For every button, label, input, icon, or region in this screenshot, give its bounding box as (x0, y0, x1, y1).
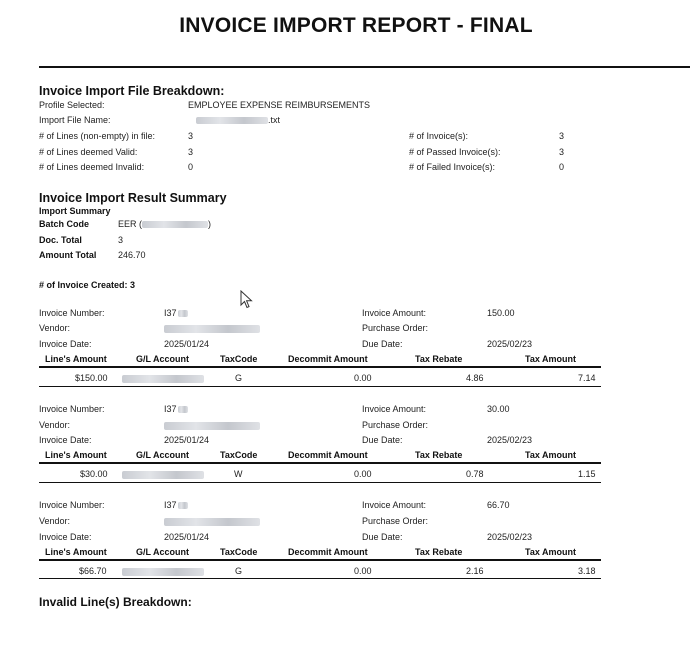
valid-label: # of Lines deemed Valid: (39, 147, 138, 157)
batch-suffix: ) (208, 219, 212, 229)
batch-value (118, 219, 211, 229)
lines-value: 3 (188, 131, 194, 141)
line-tax-rebate: 4.86 (466, 373, 484, 383)
invoice-amount-label: Invoice Amount: (362, 500, 427, 510)
invoice-date-label: Invoice Date: (39, 339, 92, 349)
line-tax-amount: 1.15 (578, 469, 596, 479)
doc-total-value: 3 (118, 235, 124, 245)
file-value (196, 115, 280, 125)
invoice-date-label: Invoice Date: (39, 532, 92, 542)
invoice-number-label: Invoice Number: (39, 308, 105, 318)
line-gl-account (122, 566, 204, 576)
passed-label: # of Passed Invoice(s): (409, 147, 501, 157)
col-decommit: Decommit Amount (288, 354, 368, 364)
line-tax-code: G (235, 566, 243, 576)
line-amount: $150.00 (75, 373, 108, 383)
passed-value: 3 (559, 147, 565, 157)
table-bottom-rule (39, 482, 601, 483)
redacted-batch (142, 221, 208, 228)
file-label: Import File Name: (39, 115, 111, 125)
col-tax-code: TaxCode (220, 547, 258, 557)
summary-subheading: Import Summary (39, 206, 111, 216)
invoice-number-prefix: I37 (164, 308, 177, 318)
summary-heading: Invoice Import Result Summary (39, 191, 227, 205)
invoices-created: # of Invoice Created: 3 (39, 280, 136, 290)
vendor-value (164, 516, 260, 526)
line-decommit: 0.00 (354, 469, 372, 479)
file-suffix: .txt (268, 115, 281, 125)
vendor-label: Vendor: (39, 516, 71, 526)
doc-total-label: Doc. Total (39, 235, 82, 245)
redacted-gl (122, 471, 204, 479)
amount-total-value: 246.70 (118, 250, 146, 260)
table-bottom-rule (39, 578, 601, 579)
col-tax-code: TaxCode (220, 450, 258, 460)
vendor-value (164, 323, 260, 333)
due-date-value: 2025/02/23 (487, 532, 533, 542)
due-date-label: Due Date: (362, 435, 403, 445)
col-tax-code: TaxCode (220, 354, 258, 364)
invoice-number-value (164, 308, 188, 318)
redacted-number (178, 502, 188, 509)
vendor-label: Vendor: (39, 420, 71, 430)
line-gl-account (122, 373, 204, 383)
redacted-vendor (164, 422, 260, 430)
invoice-amount-label: Invoice Amount: (362, 308, 427, 318)
redacted-number (178, 406, 188, 413)
invoice-number-prefix: I37 (164, 404, 177, 414)
table-header-rule (39, 366, 601, 368)
col-lines-amount: Line's Amount (45, 547, 107, 557)
breakdown-heading: Invoice Import File Breakdown: (39, 84, 225, 98)
col-tax-amount: Tax Amount (525, 354, 576, 364)
batch-prefix: EER ( (118, 219, 143, 229)
purchase-order-label: Purchase Order: (362, 323, 429, 333)
purchase-order-label: Purchase Order: (362, 516, 429, 526)
invoice-date-label: Invoice Date: (39, 435, 92, 445)
title-divider (39, 66, 690, 68)
invoices-label: # of Invoice(s): (409, 131, 469, 141)
invoice-number-value (164, 404, 188, 414)
invoice-number-prefix: I37 (164, 500, 177, 510)
line-tax-code: W (234, 469, 243, 479)
col-tax-amount: Tax Amount (525, 450, 576, 460)
vendor-label: Vendor: (39, 323, 71, 333)
line-tax-amount: 3.18 (578, 566, 596, 576)
mouse-cursor-icon (240, 290, 254, 310)
profile-label: Profile Selected: (39, 100, 105, 110)
col-gl-account: G/L Account (136, 547, 190, 557)
table-header-rule (39, 462, 601, 464)
line-gl-account (122, 469, 204, 479)
invalid-value: 0 (188, 162, 194, 172)
line-tax-code: G (235, 373, 243, 383)
redacted-number (178, 310, 188, 317)
invoice-amount-value: 150.00 (487, 308, 515, 318)
vendor-value (164, 420, 260, 430)
invoices-value: 3 (559, 131, 565, 141)
invoice-number-value (164, 500, 188, 510)
invoice-date-value: 2025/01/24 (164, 339, 210, 349)
report-title: INVOICE IMPORT REPORT - FINAL (179, 14, 533, 37)
invoice-amount-value: 30.00 (487, 404, 510, 414)
failed-label: # of Failed Invoice(s): (409, 162, 496, 172)
col-tax-rebate: Tax Rebate (415, 354, 463, 364)
invalid-label: # of Lines deemed Invalid: (39, 162, 145, 172)
profile-value: EMPLOYEE EXPENSE REIMBURSEMENTS (188, 100, 371, 110)
redacted-vendor (164, 518, 260, 526)
amount-total-label: Amount Total (39, 250, 97, 260)
valid-value: 3 (188, 147, 194, 157)
line-decommit: 0.00 (354, 566, 372, 576)
invalid-lines-heading: Invalid Line(s) Breakdown: (39, 595, 192, 609)
invoice-number-label: Invoice Number: (39, 404, 105, 414)
line-tax-rebate: 0.78 (466, 469, 484, 479)
col-lines-amount: Line's Amount (45, 450, 107, 460)
table-header-rule (39, 559, 601, 561)
due-date-value: 2025/02/23 (487, 339, 533, 349)
line-tax-rebate: 2.16 (466, 566, 484, 576)
col-gl-account: G/L Account (136, 354, 190, 364)
col-decommit: Decommit Amount (288, 547, 368, 557)
col-tax-rebate: Tax Rebate (415, 450, 463, 460)
batch-label: Batch Code (39, 219, 90, 229)
redacted-gl (122, 375, 204, 383)
failed-value: 0 (559, 162, 565, 172)
redacted-filename (196, 117, 268, 124)
invoice-number-label: Invoice Number: (39, 500, 105, 510)
lines-label: # of Lines (non-empty) in file: (39, 131, 156, 141)
col-decommit: Decommit Amount (288, 450, 368, 460)
due-date-label: Due Date: (362, 339, 403, 349)
invoice-date-value: 2025/01/24 (164, 532, 210, 542)
col-tax-rebate: Tax Rebate (415, 547, 463, 557)
col-lines-amount: Line's Amount (45, 354, 107, 364)
col-tax-amount: Tax Amount (525, 547, 576, 557)
due-date-label: Due Date: (362, 532, 403, 542)
line-tax-amount: 7.14 (578, 373, 596, 383)
line-decommit: 0.00 (354, 373, 372, 383)
redacted-vendor (164, 325, 260, 333)
col-gl-account: G/L Account (136, 450, 190, 460)
line-amount: $30.00 (80, 469, 108, 479)
purchase-order-label: Purchase Order: (362, 420, 429, 430)
table-bottom-rule (39, 386, 601, 387)
due-date-value: 2025/02/23 (487, 435, 533, 445)
invoice-amount-label: Invoice Amount: (362, 404, 427, 414)
invoice-amount-value: 66.70 (487, 500, 510, 510)
invoice-date-value: 2025/01/24 (164, 435, 210, 445)
line-amount: $66.70 (79, 566, 107, 576)
redacted-gl (122, 568, 204, 576)
